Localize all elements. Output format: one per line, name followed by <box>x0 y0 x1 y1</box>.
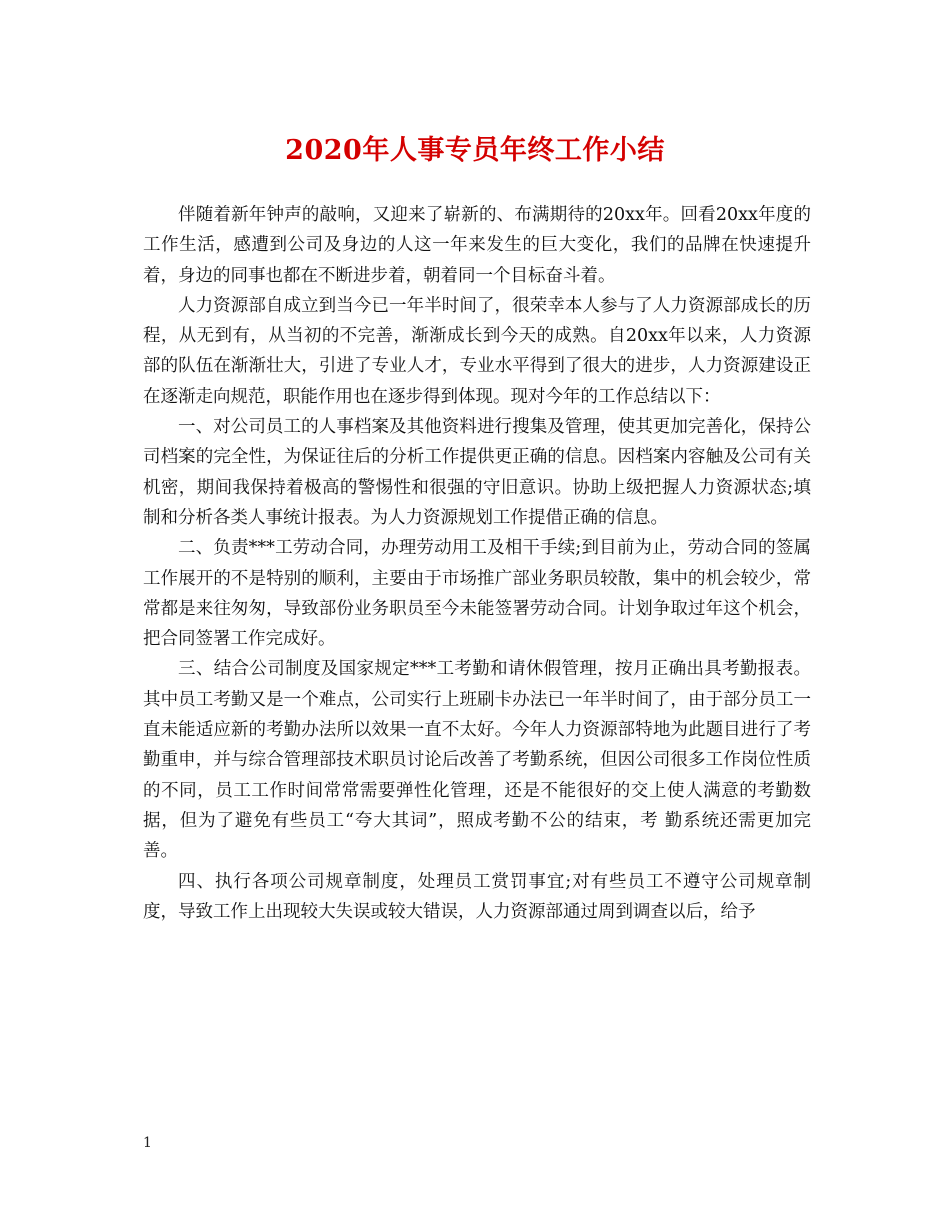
paragraph-item-3: 三、结合公司制度及国家规定***工考勤和请休假管理，按月正确出具考勤报表。其中员工考勤又是一个难点，公司实行上班刷卡办法已一年半时间了，由于部分员工一直未能适应新的考勤办法所以效果一直不太好。今年人力资源部特地为此题目进行了考勤重申，并与综合管理部技术职员讨论后改善了考勤系统，但因公司很多工作岗位性质的不同，员工工作时间常常需要弹性化管理，还是不能很好的交上使人满意的考勤数据，但为了避免有些员工“夸大其词”，照成考勤不公的结束，考 勤系统还需更加完善。 <box>143 659 811 862</box>
page-number: 1 <box>143 1135 152 1151</box>
document-body <box>143 200 811 927</box>
document-title: 2020年人事专员年终工作小结 <box>285 135 665 166</box>
paragraph-item-4: 四、执行各项公司规章制度，处理员工赏罚事宜;对有些员工不遵守公司规章制度，导致工作上出现较大失误或较大错误，人力资源部通过周到调查以后，给予 <box>143 871 811 922</box>
paragraph-hr-department: 人力资源部自成立到当今已一年半时间了，很荣幸本人参与了人力资源部成长的历程，从无到有，从当初的不完善，渐渐成长到今天的成熟。自20xx年以来，人力资源部的队伍在渐渐壮大，引进了专业人才，专业水平得到了很大的进步，人力资源建设正在逐渐走向规范，职能作用也在逐步得到体现。现对今年的工作总结以下： <box>143 295 811 407</box>
paragraph-intro: 伴随着新年钟声的敲响，又迎来了崭新的、布满期待的20xx年。回看20xx年度的工作生活，感遭到公司及身边的人这一年来发生的巨大变化，我们的品牌在快速提升着，身边的同事也都在不断进步着，朝着同一个目标奋斗着。 <box>143 205 811 286</box>
paragraph-item-1: 一、对公司员工的人事档案及其他资料进行搜集及管理，使其更加完善化，保持公司档案的完全性，为保证往后的分析工作提供更正确的信息。因档案内容触及公司有关机密，期间我保持着极高的警惕性和很强的守旧意识。协助上级把握人力资源状态;填制和分析各类人事统计报表。为人力资源规划工作提借正确的信息。 <box>143 417 811 528</box>
paragraph-item-2: 二、负责***工劳动合同，办理劳动用工及相干手续;到目前为止，劳动合同的签属工作展开的不是特别的顺利，主要由于市场推广部业务职员较散，集中的机会较少，常常都是来往匆匆，导致部份业务职员至今未能签署劳动合同。计划争取过年这个机会，把合同签署工作完成好。 <box>143 538 811 650</box>
